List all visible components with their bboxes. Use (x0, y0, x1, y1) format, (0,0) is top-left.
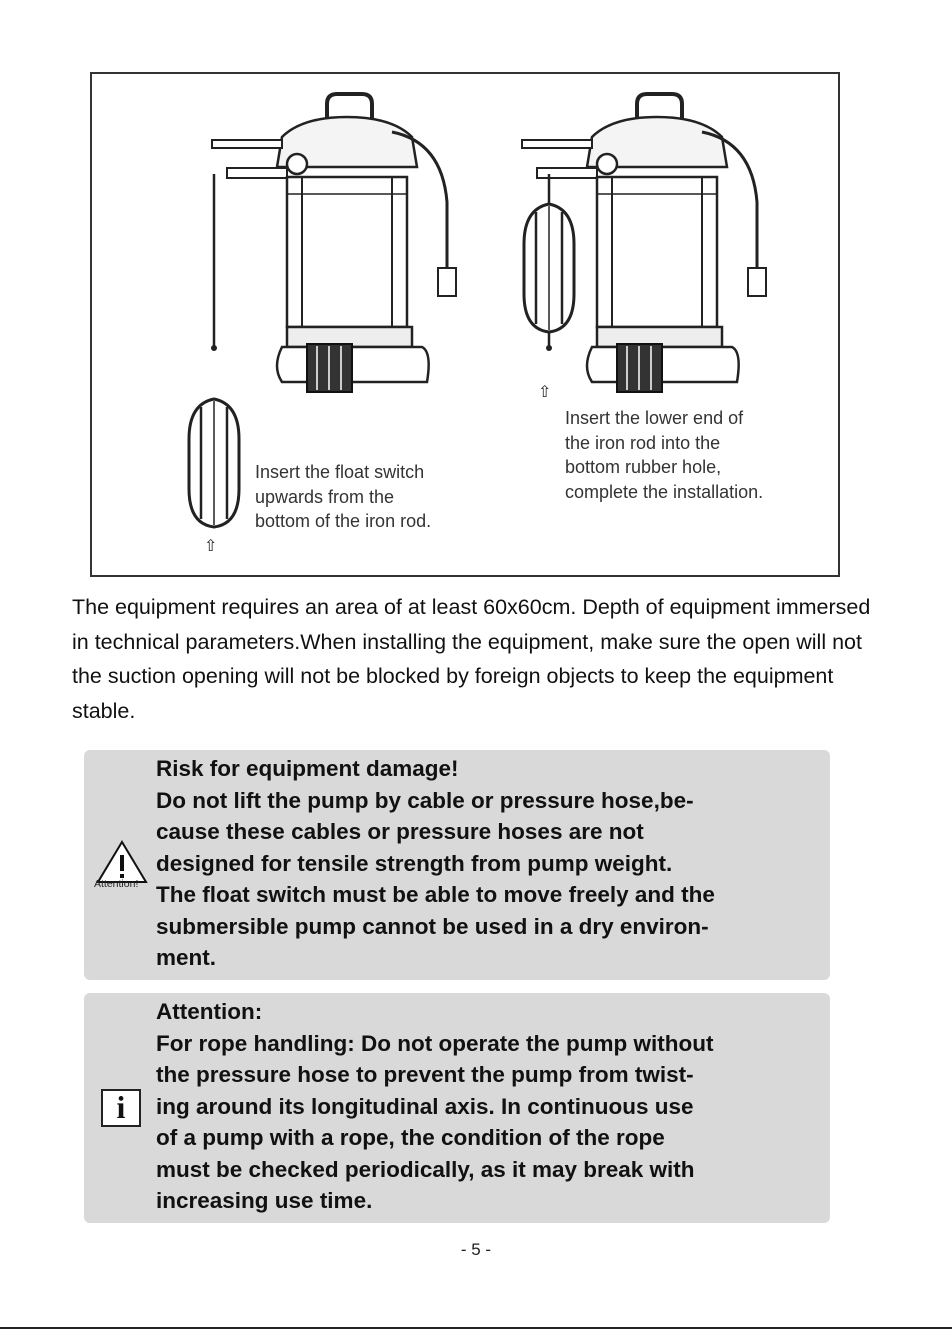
info-line: Attention: (156, 999, 263, 1024)
warning-text (156, 753, 816, 974)
caption-left: Insert the float switch upwards from the bottom of the iron rod. (255, 462, 432, 531)
warning-line: designed for tensile strength from pump weight. (156, 850, 673, 876)
page-number: - 5 - (460, 1240, 492, 1259)
bottom-rule (0, 1327, 952, 1329)
warning-line: ment. (156, 945, 217, 970)
warning-line: Risk for equipment damage! (156, 756, 459, 781)
warning-icon-label: Attention! (94, 878, 139, 890)
installation-figure (90, 72, 840, 577)
info-line: increasing use time. (156, 1188, 373, 1213)
info-line: of a pump with a rope, the condition of the rope (156, 1125, 665, 1150)
info-text (156, 996, 816, 1217)
arrow-up-icon: ⇧ (204, 538, 218, 555)
arrow-up-icon: ⇧ (538, 384, 552, 401)
info-notice (84, 993, 830, 1223)
warning-line: The float switch must be able to move freely and the (156, 882, 715, 907)
info-icon (101, 1089, 141, 1127)
warning-line: cause these cables or pressure hoses are not (156, 819, 644, 844)
warning-line: submersible pump cannot be used in a dry environ- (156, 913, 709, 939)
warning-line: Do not lift the pump by cable or pressure hose,be- (156, 787, 694, 813)
info-line: must be checked periodically, as it may break with (156, 1156, 695, 1182)
warning-notice (84, 750, 830, 980)
caption-right: Insert the lower end of the iron rod into the bottom rubber hole, complete the installation. (565, 408, 764, 502)
intro-paragraph: The equipment requires an area of at least 60x60cm. Depth of equipment immersed in technical parameters.When installing the equipment, make sure the open will not the suction opening will not be blocked by foreign objects to keep the equipment stable. (72, 595, 871, 723)
info-line: For rope handling: Do not operate the pump without (156, 1030, 714, 1056)
info-icon-glyph: i (116, 1089, 126, 1125)
info-line: the pressure hose to prevent the pump from twist- (156, 1062, 694, 1087)
info-line: ing around its longitudinal axis. In continuous use (156, 1093, 694, 1119)
